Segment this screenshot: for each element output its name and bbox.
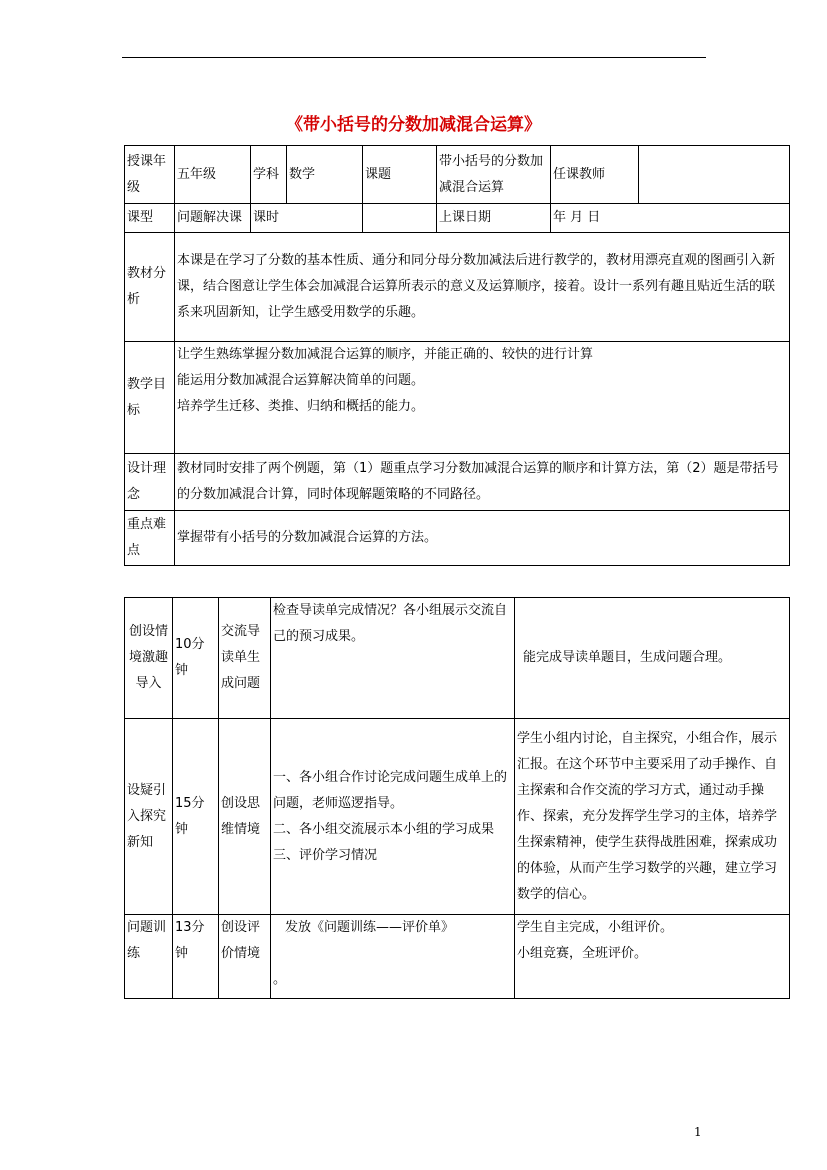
stage-cell: 创设情境激趣导入 xyxy=(125,598,173,719)
type-value: 问题解决课 xyxy=(175,204,251,233)
teacher-value xyxy=(639,146,790,204)
intent-line: 小组竞赛，全班评价。 xyxy=(517,946,648,961)
process-row xyxy=(125,719,790,915)
lesson-info-table xyxy=(124,145,790,566)
intent-line: 能完成导读单题目，生成问题合理。 xyxy=(523,650,732,665)
content-line: 检查导读单完成情况？各小组展示交流自己的预习成果。 xyxy=(273,603,508,644)
design-label: 设计理念 xyxy=(125,454,175,511)
header-rule xyxy=(122,57,706,58)
teacher-label: 任课教师 xyxy=(551,146,639,204)
content-line: 发放《问题训练——评价单》 xyxy=(285,920,455,935)
goals-text xyxy=(175,342,790,454)
goal-item: 能运用分数加减混合运算解决简单的问题。 xyxy=(177,373,425,388)
content-cell xyxy=(271,598,515,719)
intent-line: 学生自主完成，小组评价。 xyxy=(517,920,674,935)
stage-cell: 设疑引入探究新知 xyxy=(125,719,173,915)
intent-cell xyxy=(515,719,790,915)
info-row-1 xyxy=(125,146,790,204)
type-label: 课型 xyxy=(125,204,175,233)
content-line: 二、各小组交流展示本小组的学习成果 xyxy=(273,821,495,837)
key-label: 重点难点 xyxy=(125,511,175,566)
key-row xyxy=(125,511,790,566)
topic-value: 带小括号的分数加减混合运算 xyxy=(437,146,551,204)
process-row xyxy=(125,915,790,999)
grade-value: 五年级 xyxy=(175,146,251,204)
info-row-2 xyxy=(125,204,790,233)
content-line: 三、评价学习情况 xyxy=(273,847,378,863)
intent-cell xyxy=(515,915,790,999)
content-cell xyxy=(271,719,515,915)
topic-label: 课题 xyxy=(363,146,437,204)
analysis-label: 教材分析 xyxy=(125,233,175,342)
time-cell: 13分钟 xyxy=(173,915,219,999)
analysis-row xyxy=(125,233,790,342)
method-cell: 创设评价情境 xyxy=(219,915,271,999)
content-cell xyxy=(271,915,515,999)
method-cell: 交流导读单生成问题 xyxy=(219,598,271,719)
hours-label: 课时 xyxy=(251,204,363,233)
content-line: 。 xyxy=(273,972,287,987)
method-cell: 创设思维情境 xyxy=(219,719,271,915)
key-text: 掌握带有小括号的分数加减混合运算的方法。 xyxy=(175,511,790,566)
analysis-text: 本课是在学习了分数的基本性质、通分和同分母分数加减法后进行教学的，教材用漂亮直观的图画引入新课，结合图意让学生体会加减混合运算所表示的意义及运算顺序，接着。设计一系列有趣且贴近生活的联系来巩固新知，让学生感受用数学的乐趣。 xyxy=(175,233,790,342)
time-cell: 15分钟 xyxy=(173,719,219,915)
page-number: 1 xyxy=(694,1125,702,1139)
design-row xyxy=(125,454,790,511)
goal-item: 让学生熟练掌握分数加减混合运算的顺序，并能正确的、较快的进行计算 xyxy=(177,347,594,362)
goal-item: 培养学生迁移、类推、归纳和概括的能力。 xyxy=(177,399,425,414)
intent-line: 学生小组内讨论，自主探究，小组合作，展示汇报。在这个环节中主要采用了动手操作、自主探索和合作交流的学习方式，通过动手操作、探索，充分发挥学生学习的主体，培养学生探索精神，使学生获得战胜困难，探索成功的体验，从而产生学习数学的兴趣，建立学习数学的信心。 xyxy=(517,730,778,902)
date-label: 上课日期 xyxy=(437,204,551,233)
content-line: 一、各小组合作讨论完成问题生成单上的问题，老师巡逻指导。 xyxy=(273,769,508,811)
design-text: 教材同时安排了两个例题，第（1）题重点学习分数加减混合运算的顺序和计算方法，第（2）题是带括号的分数加减混合计算，同时体现解题策略的不同路径。 xyxy=(175,454,790,511)
hours-value xyxy=(363,204,437,233)
date-value: 年 月 日 xyxy=(551,204,790,233)
subject-label: 学科 xyxy=(251,146,287,204)
time-cell: 10分钟 xyxy=(173,598,219,719)
grade-label: 授课年级 xyxy=(125,146,175,204)
stage-cell: 问题训练 xyxy=(125,915,173,999)
document-title: 《带小括号的分数加减混合运算》 xyxy=(286,115,541,135)
process-table xyxy=(124,597,790,999)
subject-value: 数学 xyxy=(287,146,363,204)
goals-row xyxy=(125,342,790,454)
intent-cell xyxy=(515,598,790,719)
process-row xyxy=(125,598,790,719)
goals-label: 教学目标 xyxy=(125,342,175,454)
